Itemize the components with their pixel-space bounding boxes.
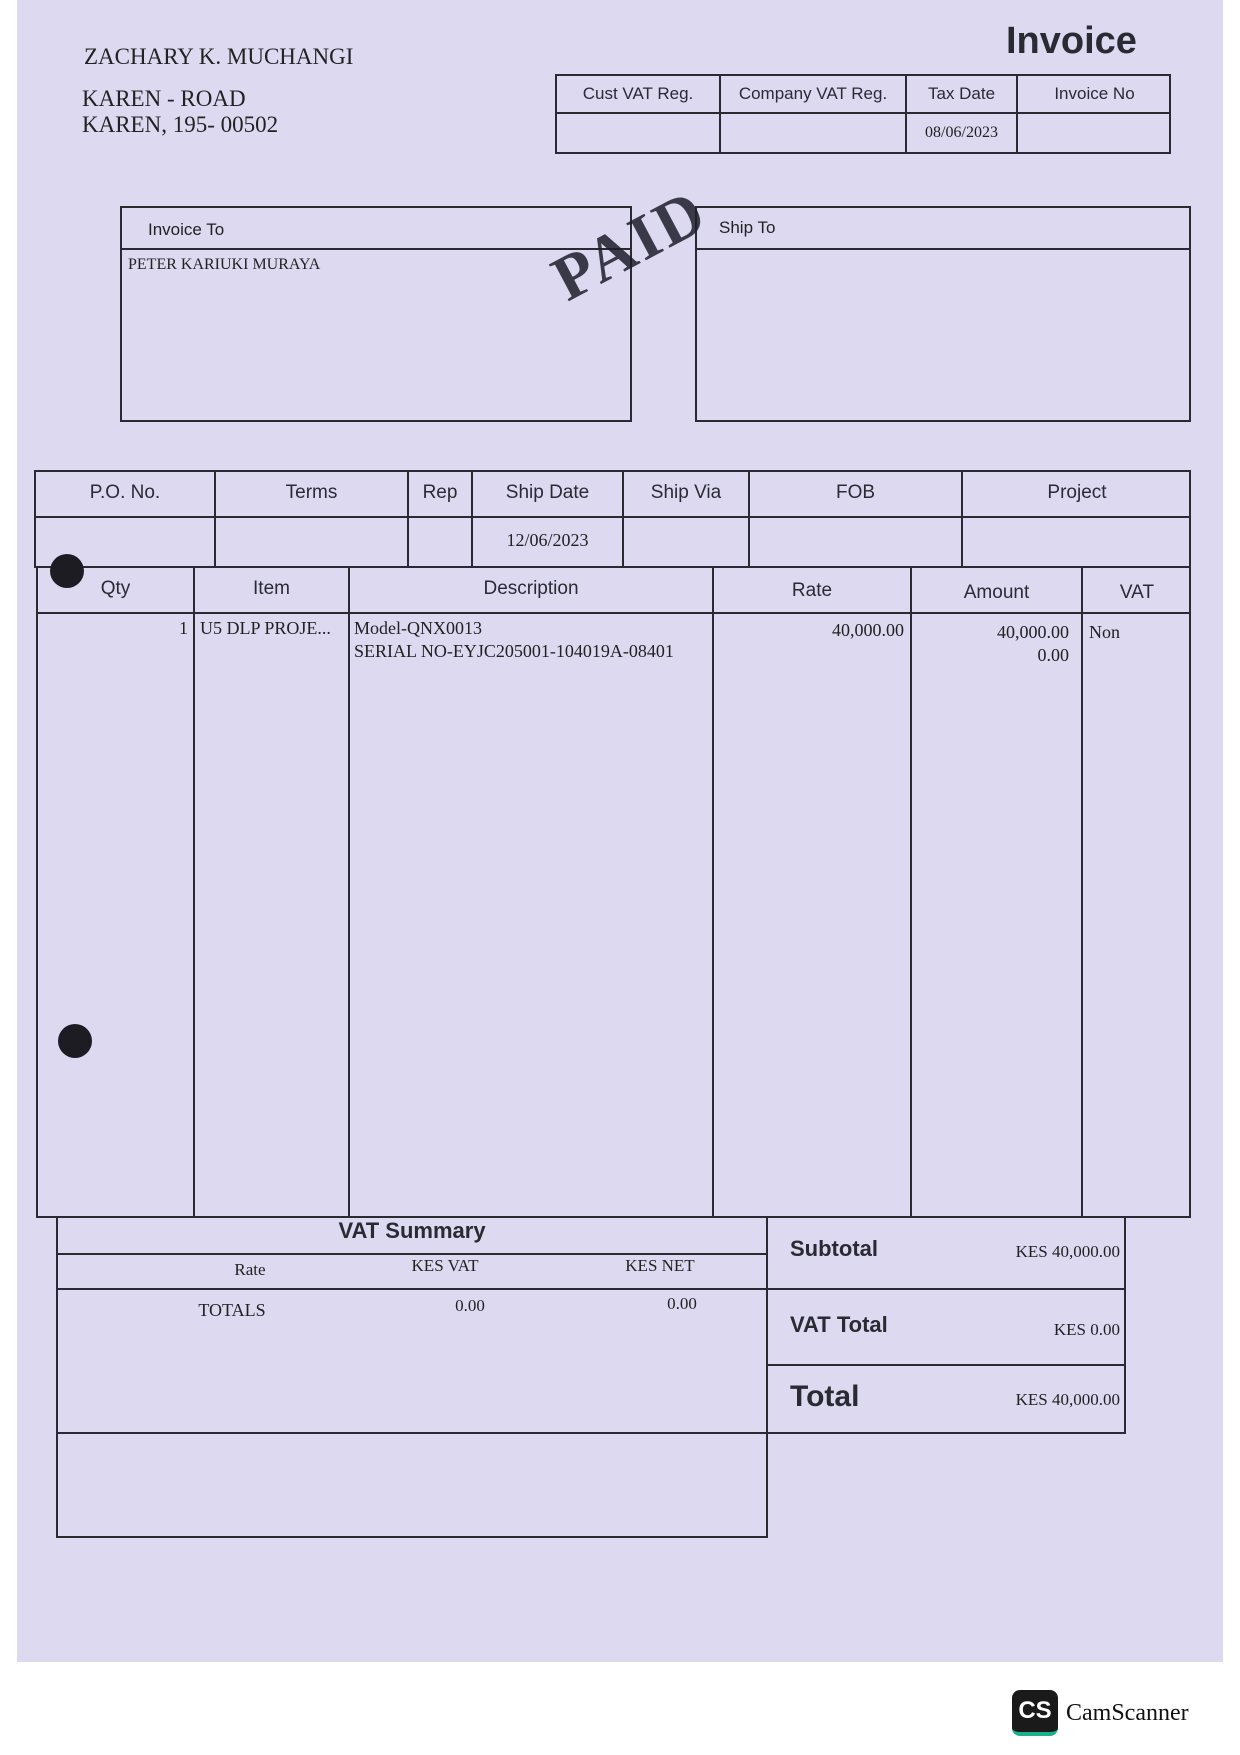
company-vat-reg-header: Company VAT Reg. (738, 84, 888, 103)
ship-via-header: Ship Via (650, 482, 722, 503)
ship-to-box (695, 206, 1191, 422)
project-header: Project (1047, 482, 1107, 503)
kes-net-header: KES NET (625, 1256, 695, 1275)
item-rate: 40,000.00 (832, 620, 904, 640)
vat-total-value: KES 0.00 (1053, 1320, 1120, 1339)
punch-hole (50, 554, 84, 588)
total-label: Total (790, 1380, 860, 1413)
tax-date-value: 08/06/2023 (925, 124, 998, 141)
seller-name: ZACHARY K. MUCHANGI (84, 44, 354, 69)
rep-header: Rep (422, 482, 458, 503)
ship-date-header: Ship Date (505, 482, 590, 503)
camscanner-logo-icon: CS (1012, 1690, 1058, 1736)
terms-header: Terms (285, 482, 338, 503)
item-description-line2: SERIAL NO-EYJC205001-104019A-08401 (354, 641, 674, 661)
item-vat: Non (1089, 622, 1120, 642)
seller-address-line1: KAREN - ROAD (82, 86, 246, 111)
ship-to-label: Ship To (719, 218, 776, 237)
vat-rate-header: Rate (234, 1260, 266, 1279)
ship-date-value: 12/06/2023 (506, 530, 589, 550)
paid-stamp: PAID (540, 174, 719, 315)
rate-header: Rate (791, 580, 833, 601)
item-qty: 1 (179, 618, 188, 638)
document-title: Invoice (1006, 20, 1137, 62)
vat-summary-title: VAT Summary (338, 1218, 486, 1243)
camscanner-brand: CamScanner (1066, 1700, 1189, 1726)
subtotal-label: Subtotal (790, 1236, 878, 1261)
po-no-header: P.O. No. (89, 482, 161, 503)
description-header: Description (483, 578, 579, 599)
vat-total-label: VAT Total (790, 1312, 888, 1337)
vat-header: VAT (1119, 582, 1155, 603)
item-amount: 40,000.00 (997, 622, 1069, 642)
item-description-line1: Model-QNX0013 (354, 618, 482, 638)
item-header: Item (253, 578, 290, 599)
qty-header: Qty (100, 578, 131, 599)
invoice-to-name: PETER KARIUKI MURAYA (128, 256, 321, 273)
tax-date-header: Tax Date (927, 84, 996, 103)
kes-vat-header: KES VAT (411, 1256, 479, 1275)
item-code: U5 DLP PROJE... (200, 618, 331, 638)
invoice-to-label: Invoice To (148, 220, 225, 239)
invoice-no-header: Invoice No (1054, 84, 1135, 103)
vat-totals-net: 0.00 (667, 1294, 697, 1313)
cust-vat-reg-header: Cust VAT Reg. (582, 84, 694, 103)
total-value: KES 40,000.00 (1015, 1390, 1120, 1409)
seller-address-line2: KAREN, 195- 00502 (82, 112, 279, 137)
subtotal-value: KES 40,000.00 (1015, 1242, 1120, 1261)
fob-header: FOB (835, 482, 876, 503)
item-amount-line2: 0.00 (1037, 645, 1069, 665)
punch-hole (58, 1024, 92, 1058)
amount-header: Amount (963, 582, 1030, 603)
vat-totals-label: TOTALS (198, 1300, 266, 1320)
vat-totals-vat: 0.00 (455, 1296, 485, 1315)
